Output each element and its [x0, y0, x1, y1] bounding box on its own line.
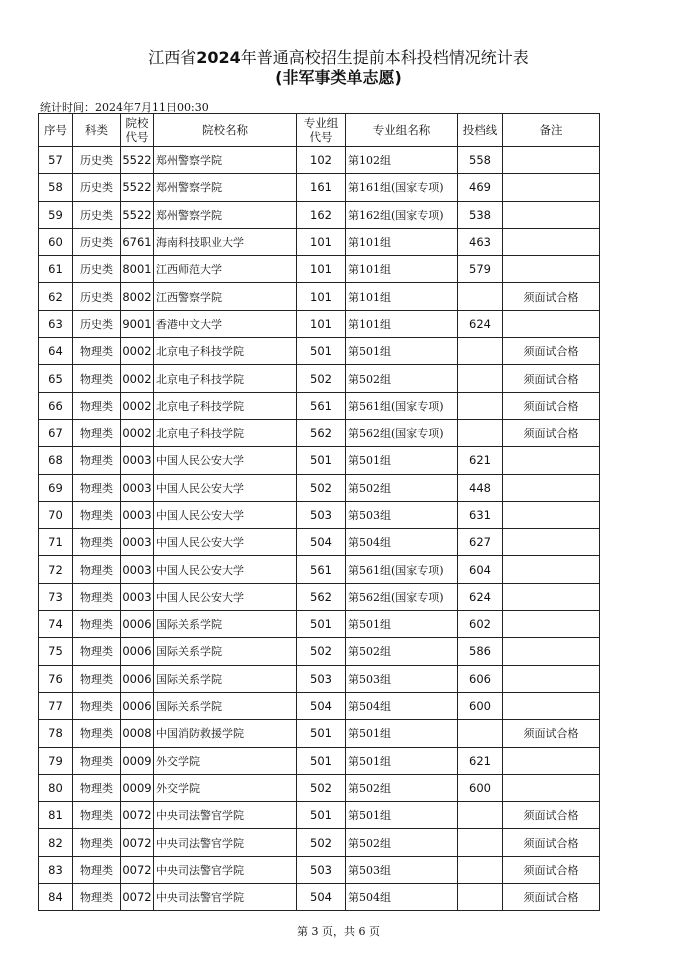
- cell-note: 须面试合格: [503, 802, 600, 829]
- cell-group-name: 第504组: [346, 692, 458, 719]
- cell-seq: 73: [39, 583, 73, 610]
- cell-score: 627: [458, 529, 503, 556]
- cell-school-name: 国际关系学院: [154, 638, 297, 665]
- cell-group-code: 501: [297, 720, 346, 747]
- cell-group-code: 501: [297, 338, 346, 365]
- cell-note: 须面试合格: [503, 392, 600, 419]
- cell-category: 物理类: [73, 501, 121, 528]
- cell-category: 物理类: [73, 611, 121, 638]
- cell-group-name: 第502组: [346, 474, 458, 501]
- cell-school-name: 外交学院: [154, 774, 297, 801]
- cell-seq: 79: [39, 747, 73, 774]
- header-note: 备注: [503, 114, 600, 147]
- cell-school-code: 0002: [121, 419, 154, 446]
- cell-seq: 58: [39, 174, 73, 201]
- table-row: [39, 338, 600, 365]
- cell-school-code: 0072: [121, 884, 154, 911]
- cell-note: [503, 556, 600, 583]
- cell-group-name: 第161组(国家专项): [346, 174, 458, 201]
- cell-note: [503, 747, 600, 774]
- cell-category: 物理类: [73, 692, 121, 719]
- table-row: [39, 256, 600, 283]
- cell-score: 624: [458, 310, 503, 337]
- cell-group-code: 501: [297, 447, 346, 474]
- header-group-code: 专业组 代号: [297, 114, 346, 147]
- table-row: [39, 365, 600, 392]
- table-row: [39, 147, 600, 174]
- cell-group-name: 第501组: [346, 447, 458, 474]
- table-row: [39, 829, 600, 856]
- cell-note: [503, 310, 600, 337]
- cell-note: [503, 474, 600, 501]
- page-footer: 第 3 页，共 6 页: [297, 925, 380, 938]
- cell-category: 物理类: [73, 474, 121, 501]
- cell-seq: 78: [39, 720, 73, 747]
- cell-school-code: 0009: [121, 774, 154, 801]
- cell-score: 621: [458, 447, 503, 474]
- cell-note: 须面试合格: [503, 338, 600, 365]
- cell-group-code: 561: [297, 392, 346, 419]
- table-row: [39, 447, 600, 474]
- cell-category: 物理类: [73, 829, 121, 856]
- cell-group-code: 503: [297, 665, 346, 692]
- cell-note: [503, 583, 600, 610]
- cell-school-code: 0002: [121, 392, 154, 419]
- cell-school-code: 0003: [121, 501, 154, 528]
- cell-category: 物理类: [73, 856, 121, 883]
- cell-note: [503, 638, 600, 665]
- cell-seq: 80: [39, 774, 73, 801]
- cell-group-code: 504: [297, 692, 346, 719]
- table-row: [39, 856, 600, 883]
- cell-note: 须面试合格: [503, 365, 600, 392]
- cell-note: [503, 529, 600, 556]
- table-row: [39, 228, 600, 255]
- cell-school-name: 中央司法警官学院: [154, 884, 297, 911]
- cell-school-name: 中国人民公安大学: [154, 556, 297, 583]
- cell-note: [503, 228, 600, 255]
- cell-group-code: 101: [297, 310, 346, 337]
- table-row: [39, 692, 600, 719]
- cell-group-name: 第502组: [346, 829, 458, 856]
- cell-group-name: 第504组: [346, 884, 458, 911]
- cell-group-code: 501: [297, 802, 346, 829]
- cell-score: 463: [458, 228, 503, 255]
- cell-school-name: 中央司法警官学院: [154, 856, 297, 883]
- table-row: [39, 474, 600, 501]
- cell-score: 604: [458, 556, 503, 583]
- cell-school-code: 9001: [121, 310, 154, 337]
- cell-school-name: 香港中文大学: [154, 310, 297, 337]
- table-row: [39, 611, 600, 638]
- cell-school-name: 北京电子科技学院: [154, 365, 297, 392]
- cell-school-code: 0006: [121, 638, 154, 665]
- cell-group-name: 第503组: [346, 856, 458, 883]
- cell-score: [458, 392, 503, 419]
- cell-school-code: 0072: [121, 802, 154, 829]
- cell-seq: 81: [39, 802, 73, 829]
- cell-school-name: 中国人民公安大学: [154, 529, 297, 556]
- cell-score: [458, 802, 503, 829]
- cell-seq: 57: [39, 147, 73, 174]
- cell-seq: 69: [39, 474, 73, 501]
- cell-seq: 62: [39, 283, 73, 310]
- cell-school-code: 0003: [121, 529, 154, 556]
- cell-group-name: 第502组: [346, 365, 458, 392]
- cell-category: 物理类: [73, 747, 121, 774]
- cell-group-code: 502: [297, 774, 346, 801]
- table-header-row: [39, 114, 600, 147]
- cell-school-name: 中国人民公安大学: [154, 447, 297, 474]
- cell-school-code: 8002: [121, 283, 154, 310]
- table-row: [39, 529, 600, 556]
- cell-note: [503, 447, 600, 474]
- cell-group-code: 161: [297, 174, 346, 201]
- cell-group-code: 162: [297, 201, 346, 228]
- cell-category: 历史类: [73, 228, 121, 255]
- cell-group-code: 501: [297, 611, 346, 638]
- cell-seq: 83: [39, 856, 73, 883]
- cell-note: 须面试合格: [503, 856, 600, 883]
- cell-category: 物理类: [73, 419, 121, 446]
- table-row: [39, 583, 600, 610]
- cell-note: 须面试合格: [503, 419, 600, 446]
- page-subtitle: (非军事类单志愿): [275, 68, 402, 87]
- cell-group-name: 第503组: [346, 665, 458, 692]
- cell-group-name: 第501组: [346, 611, 458, 638]
- cell-note: [503, 256, 600, 283]
- cell-category: 物理类: [73, 338, 121, 365]
- cell-category: 历史类: [73, 310, 121, 337]
- table-row: [39, 501, 600, 528]
- cell-school-code: 0003: [121, 447, 154, 474]
- cell-school-name: 北京电子科技学院: [154, 419, 297, 446]
- table-row: [39, 201, 600, 228]
- header-score: 投档线: [458, 114, 503, 147]
- cell-school-code: 0008: [121, 720, 154, 747]
- cell-seq: 72: [39, 556, 73, 583]
- cell-school-name: 国际关系学院: [154, 665, 297, 692]
- table-row: [39, 283, 600, 310]
- page-title: [0, 48, 677, 68]
- cell-group-name: 第561组(国家专项): [346, 392, 458, 419]
- cell-school-name: 北京电子科技学院: [154, 392, 297, 419]
- cell-school-name: 郑州警察学院: [154, 174, 297, 201]
- cell-school-name: 中国人民公安大学: [154, 474, 297, 501]
- cell-score: 558: [458, 147, 503, 174]
- cell-school-name: 中央司法警官学院: [154, 802, 297, 829]
- cell-group-name: 第101组: [346, 228, 458, 255]
- table-row: [39, 747, 600, 774]
- cell-group-code: 562: [297, 419, 346, 446]
- cell-school-code: 0009: [121, 747, 154, 774]
- cell-school-code: 0003: [121, 556, 154, 583]
- cell-seq: 84: [39, 884, 73, 911]
- cell-category: 物理类: [73, 447, 121, 474]
- cell-school-name: 北京电子科技学院: [154, 338, 297, 365]
- cell-category: 历史类: [73, 147, 121, 174]
- cell-group-name: 第503组: [346, 501, 458, 528]
- cell-school-code: 0002: [121, 338, 154, 365]
- cell-category: 物理类: [73, 884, 121, 911]
- header-seq: 序号: [39, 114, 73, 147]
- cell-category: 物理类: [73, 583, 121, 610]
- stat-time: 统计时间：2024年7月11日00:30: [40, 101, 209, 114]
- cell-group-code: 503: [297, 501, 346, 528]
- cell-school-code: 8001: [121, 256, 154, 283]
- cell-school-name: 中国人民公安大学: [154, 583, 297, 610]
- cell-score: 469: [458, 174, 503, 201]
- title-suffix: 年普通高校招生提前本科投档情况统计表: [240, 48, 529, 67]
- cell-group-code: 502: [297, 365, 346, 392]
- cell-score: [458, 856, 503, 883]
- cell-seq: 68: [39, 447, 73, 474]
- cell-score: 602: [458, 611, 503, 638]
- table-row: [39, 720, 600, 747]
- cell-seq: 70: [39, 501, 73, 528]
- cell-school-name: 中国人民公安大学: [154, 501, 297, 528]
- cell-group-name: 第502组: [346, 638, 458, 665]
- cell-category: 物理类: [73, 529, 121, 556]
- cell-group-name: 第501组: [346, 338, 458, 365]
- cell-seq: 67: [39, 419, 73, 446]
- cell-school-name: 中央司法警官学院: [154, 829, 297, 856]
- cell-note: [503, 147, 600, 174]
- cell-score: 606: [458, 665, 503, 692]
- cell-school-code: 5522: [121, 201, 154, 228]
- table-row: [39, 174, 600, 201]
- cell-category: 物理类: [73, 802, 121, 829]
- cell-category: 物理类: [73, 720, 121, 747]
- cell-group-name: 第561组(国家专项): [346, 556, 458, 583]
- cell-group-code: 502: [297, 829, 346, 856]
- cell-seq: 61: [39, 256, 73, 283]
- cell-group-code: 101: [297, 228, 346, 255]
- table-row: [39, 884, 600, 911]
- cell-note: 须面试合格: [503, 884, 600, 911]
- cell-seq: 77: [39, 692, 73, 719]
- cell-score: [458, 365, 503, 392]
- title-prefix: 江西省: [148, 48, 197, 67]
- cell-note: 须面试合格: [503, 283, 600, 310]
- cell-group-name: 第101组: [346, 256, 458, 283]
- cell-school-name: 江西师范大学: [154, 256, 297, 283]
- cell-score: [458, 283, 503, 310]
- cell-note: [503, 201, 600, 228]
- cell-note: [503, 665, 600, 692]
- cell-school-code: 0003: [121, 583, 154, 610]
- cell-seq: 60: [39, 228, 73, 255]
- table-row: [39, 774, 600, 801]
- cell-category: 物理类: [73, 365, 121, 392]
- cell-score: 624: [458, 583, 503, 610]
- admission-table: [38, 113, 600, 911]
- cell-note: [503, 692, 600, 719]
- cell-school-name: 国际关系学院: [154, 611, 297, 638]
- header-category: 科类: [73, 114, 121, 147]
- cell-group-code: 504: [297, 529, 346, 556]
- cell-note: [503, 174, 600, 201]
- cell-group-name: 第102组: [346, 147, 458, 174]
- cell-seq: 71: [39, 529, 73, 556]
- cell-score: 579: [458, 256, 503, 283]
- cell-school-name: 江西警察学院: [154, 283, 297, 310]
- cell-note: 须面试合格: [503, 829, 600, 856]
- cell-category: 历史类: [73, 256, 121, 283]
- cell-group-name: 第562组(国家专项): [346, 583, 458, 610]
- cell-group-name: 第504组: [346, 529, 458, 556]
- table-row: [39, 419, 600, 446]
- cell-school-code: 5522: [121, 174, 154, 201]
- cell-school-code: 0006: [121, 692, 154, 719]
- header-school-name: 院校名称: [154, 114, 297, 147]
- cell-group-name: 第501组: [346, 747, 458, 774]
- cell-group-code: 101: [297, 283, 346, 310]
- cell-seq: 66: [39, 392, 73, 419]
- cell-school-code: 0003: [121, 474, 154, 501]
- table-row: [39, 638, 600, 665]
- cell-seq: 82: [39, 829, 73, 856]
- cell-school-name: 国际关系学院: [154, 692, 297, 719]
- cell-score: 621: [458, 747, 503, 774]
- table-row: [39, 392, 600, 419]
- cell-note: [503, 774, 600, 801]
- cell-score: [458, 829, 503, 856]
- cell-score: 538: [458, 201, 503, 228]
- cell-score: 600: [458, 774, 503, 801]
- cell-note: [503, 501, 600, 528]
- cell-school-name: 外交学院: [154, 747, 297, 774]
- table-row: [39, 556, 600, 583]
- table-row: [39, 665, 600, 692]
- cell-category: 物理类: [73, 638, 121, 665]
- cell-school-code: 0072: [121, 829, 154, 856]
- cell-school-name: 郑州警察学院: [154, 147, 297, 174]
- cell-school-name: 海南科技职业大学: [154, 228, 297, 255]
- cell-group-name: 第101组: [346, 283, 458, 310]
- cell-score: 631: [458, 501, 503, 528]
- cell-group-code: 504: [297, 884, 346, 911]
- cell-school-code: 6761: [121, 228, 154, 255]
- cell-category: 物理类: [73, 392, 121, 419]
- cell-score: 448: [458, 474, 503, 501]
- cell-seq: 76: [39, 665, 73, 692]
- cell-school-code: 0002: [121, 365, 154, 392]
- cell-seq: 59: [39, 201, 73, 228]
- title-year: 2024: [196, 48, 241, 67]
- cell-score: [458, 720, 503, 747]
- cell-category: 物理类: [73, 556, 121, 583]
- cell-group-name: 第501组: [346, 802, 458, 829]
- cell-category: 历史类: [73, 174, 121, 201]
- cell-seq: 74: [39, 611, 73, 638]
- cell-category: 物理类: [73, 774, 121, 801]
- cell-group-code: 501: [297, 747, 346, 774]
- table-row: [39, 310, 600, 337]
- cell-seq: 75: [39, 638, 73, 665]
- cell-group-code: 102: [297, 147, 346, 174]
- header-school-code: 院校 代号: [121, 114, 154, 147]
- cell-category: 历史类: [73, 201, 121, 228]
- cell-note: 须面试合格: [503, 720, 600, 747]
- cell-group-name: 第101组: [346, 310, 458, 337]
- cell-school-name: 中国消防救援学院: [154, 720, 297, 747]
- cell-group-code: 502: [297, 638, 346, 665]
- cell-group-code: 502: [297, 474, 346, 501]
- cell-score: [458, 338, 503, 365]
- cell-group-code: 562: [297, 583, 346, 610]
- cell-group-code: 561: [297, 556, 346, 583]
- cell-seq: 65: [39, 365, 73, 392]
- cell-group-code: 503: [297, 856, 346, 883]
- cell-score: [458, 884, 503, 911]
- cell-group-name: 第162组(国家专项): [346, 201, 458, 228]
- cell-school-name: 郑州警察学院: [154, 201, 297, 228]
- cell-school-code: 0072: [121, 856, 154, 883]
- cell-category: 物理类: [73, 665, 121, 692]
- cell-group-name: 第501组: [346, 720, 458, 747]
- header-group-name: 专业组名称: [346, 114, 458, 147]
- cell-school-code: 0006: [121, 611, 154, 638]
- cell-group-name: 第562组(国家专项): [346, 419, 458, 446]
- cell-score: [458, 419, 503, 446]
- cell-category: 历史类: [73, 283, 121, 310]
- table-row: [39, 802, 600, 829]
- cell-school-code: 0006: [121, 665, 154, 692]
- cell-note: [503, 611, 600, 638]
- cell-group-code: 101: [297, 256, 346, 283]
- cell-score: 600: [458, 692, 503, 719]
- cell-seq: 63: [39, 310, 73, 337]
- cell-score: 586: [458, 638, 503, 665]
- cell-group-name: 第502组: [346, 774, 458, 801]
- cell-seq: 64: [39, 338, 73, 365]
- cell-school-code: 5522: [121, 147, 154, 174]
